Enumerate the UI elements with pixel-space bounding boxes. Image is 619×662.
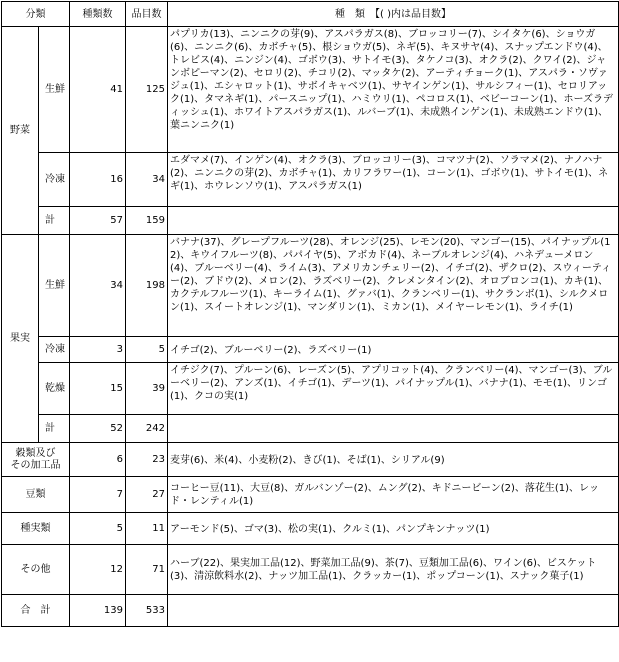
table-row xyxy=(2,207,619,235)
type-count: 5 xyxy=(70,513,126,545)
subcategory-frozen: 冷凍 xyxy=(39,337,70,363)
type-count: 7 xyxy=(70,477,126,513)
imported-food-table xyxy=(1,1,619,627)
table-row xyxy=(2,513,619,545)
type-count: 16 xyxy=(70,153,126,207)
type-count: 15 xyxy=(70,363,126,415)
type-count: 6 xyxy=(70,443,126,477)
types-list: アーモンド(5)、ゴマ(3)、松の実(1)、クルミ(1)、パンプキンナッツ(1) xyxy=(168,513,619,545)
category-vegetables: 野菜 xyxy=(2,27,39,235)
types-list xyxy=(168,207,619,235)
type-count: 52 xyxy=(70,415,126,443)
item-count: 34 xyxy=(126,153,168,207)
item-count: 533 xyxy=(126,595,168,627)
table-row xyxy=(2,415,619,443)
subtotal-label: 計 xyxy=(39,415,70,443)
table-row xyxy=(2,337,619,363)
item-count: 242 xyxy=(126,415,168,443)
item-count: 71 xyxy=(126,545,168,595)
type-count: 41 xyxy=(70,27,126,153)
type-count: 57 xyxy=(70,207,126,235)
subtotal-label: 計 xyxy=(39,207,70,235)
header-types: 種 類 【( )内は品目数】 xyxy=(168,2,619,27)
item-count: 5 xyxy=(126,337,168,363)
header-classification: 分類 xyxy=(2,2,70,27)
types-list: バナナ(37)、グレープフルーツ(28)、オレンジ(25)、レモン(20)、マンゴー(15)、パイナップル(12)、キウイフルーツ(8)、パパイヤ(5)、アボカド(4)、ネーブルオレンジ(4)、ハネデューメロン(4)、ブルーベリー(4)、ライム(3)、アメリカンチェリー(2)、イチゴ(2)、ザクロ(2)、スウィーティー(2)、ブドウ(2)、メロン(2)、ラズベリー(2)、クレメンタイン(2)、オロブロンコ(1)、カキ(1)、カクテルフルーツ(1)、キーライム(1)、グァバ(1)、クランベリー(1)、サクランボ(1)、シルクメロン(1)、スイートオレンジ(1)、マンダリン(1)、ミカン(1)、メイヤーレモン(1)、ライチ(1) xyxy=(168,235,619,337)
table-row xyxy=(2,153,619,207)
header-row xyxy=(2,2,619,27)
item-count: 198 xyxy=(126,235,168,337)
type-count: 3 xyxy=(70,337,126,363)
table-row xyxy=(2,235,619,337)
types-list: パプリカ(13)、ニンニクの芽(9)、アスパラガス(8)、ブロッコリー(7)、シイタケ(6)、ショウガ(6)、ニンニク(6)、カボチャ(5)、根ショウガ(5)、ネギ(5)、キヌサヤ(4)、スナップエンドウ(4)、トレビス(4)、ニンジン(4)、ゴボウ(3)、サトイモ(3)、タケノコ(3)、オクラ(2)、クワイ(2)、ジャンボピーマン(2)、セロリ(2)、チコリ(2)、マッタケ(2)、アーティチョーク(1)、アスパラ・ソヴァジュ(1)、エシャロット(1)、サボイキャベツ(1)、サヤインゲン(1)、サルシフィー(1)、セロリアック(1)、タマネギ(1)、パースニップ(1)、ハミウリ(1)、ペコロス(1)、ベビーコーン(1)、ホーズラディッシュ(1)、ホワイトアスパラガス(1)、ルバーブ(1)、未成熟インゲン(1)、未成熟エンドウ(1)、葉ニンニク(1) xyxy=(168,27,619,153)
header-item-count: 品目数 xyxy=(126,2,168,27)
subcategory-fresh: 生鮮 xyxy=(39,235,70,337)
table-row xyxy=(2,545,619,595)
header-type-count: 種類数 xyxy=(70,2,126,27)
types-list: ハーブ(22)、果実加工品(12)、野菜加工品(9)、茶(7)、豆類加工品(6)、ワイン(6)、ビスケット(3)、清涼飲料水(2)、ナッツ加工品(1)、クラッカー(1)、ポップコーン(1)、スナック菓子(1) xyxy=(168,545,619,595)
item-count: 125 xyxy=(126,27,168,153)
types-list: コーヒー豆(11)、大豆(8)、ガルバンゾー(2)、ムング(2)、キドニービーン(2)、落花生(1)、レッド・レンティル(1) xyxy=(168,477,619,513)
table-row xyxy=(2,477,619,513)
item-count: 27 xyxy=(126,477,168,513)
type-count: 34 xyxy=(70,235,126,337)
category-nuts: 種実類 xyxy=(2,513,70,545)
type-count: 139 xyxy=(70,595,126,627)
types-list xyxy=(168,415,619,443)
grand-total-label: 合 計 xyxy=(2,595,70,627)
grand-total-row xyxy=(2,595,619,627)
types-list: エダマメ(7)、インゲン(4)、オクラ(3)、ブロッコリー(3)、コマツナ(2)、ソラマメ(2)、ナノハナ(2)、ニンニクの芽(2)、カボチャ(1)、カリフラワー(1)、コーン(1)、ゴボウ(1)、サトイモ(1)、ネギ(1)、ホウレンソウ(1)、アスパラガス(1) xyxy=(168,153,619,207)
subcategory-dried: 乾燥 xyxy=(39,363,70,415)
types-list xyxy=(168,595,619,627)
item-count: 39 xyxy=(126,363,168,415)
subcategory-frozen: 冷凍 xyxy=(39,153,70,207)
types-list: イチジク(7)、プルーン(6)、レーズン(5)、アプリコット(4)、クランベリー(4)、マンゴー(3)、ブルーベリー(2)、アンズ(1)、イチゴ(1)、デーツ(1)、パイナップル(1)、バナナ(1)、モモ(1)、リンゴ(1)、クコの実(1) xyxy=(168,363,619,415)
category-fruits: 果実 xyxy=(2,235,39,443)
category-beans: 豆類 xyxy=(2,477,70,513)
table-row xyxy=(2,27,619,153)
table-row xyxy=(2,443,619,477)
types-list: 麦芽(6)、米(4)、小麦粉(2)、きび(1)、そば(1)、シリアル(9) xyxy=(168,443,619,477)
item-count: 11 xyxy=(126,513,168,545)
category-others: その他 xyxy=(2,545,70,595)
subcategory-fresh: 生鮮 xyxy=(39,27,70,153)
category-grains: 穀類及び その加工品 xyxy=(2,443,70,477)
types-list: イチゴ(2)、ブルーベリー(2)、ラズベリー(1) xyxy=(168,337,619,363)
item-count: 159 xyxy=(126,207,168,235)
table-row xyxy=(2,363,619,415)
type-count: 12 xyxy=(70,545,126,595)
item-count: 23 xyxy=(126,443,168,477)
